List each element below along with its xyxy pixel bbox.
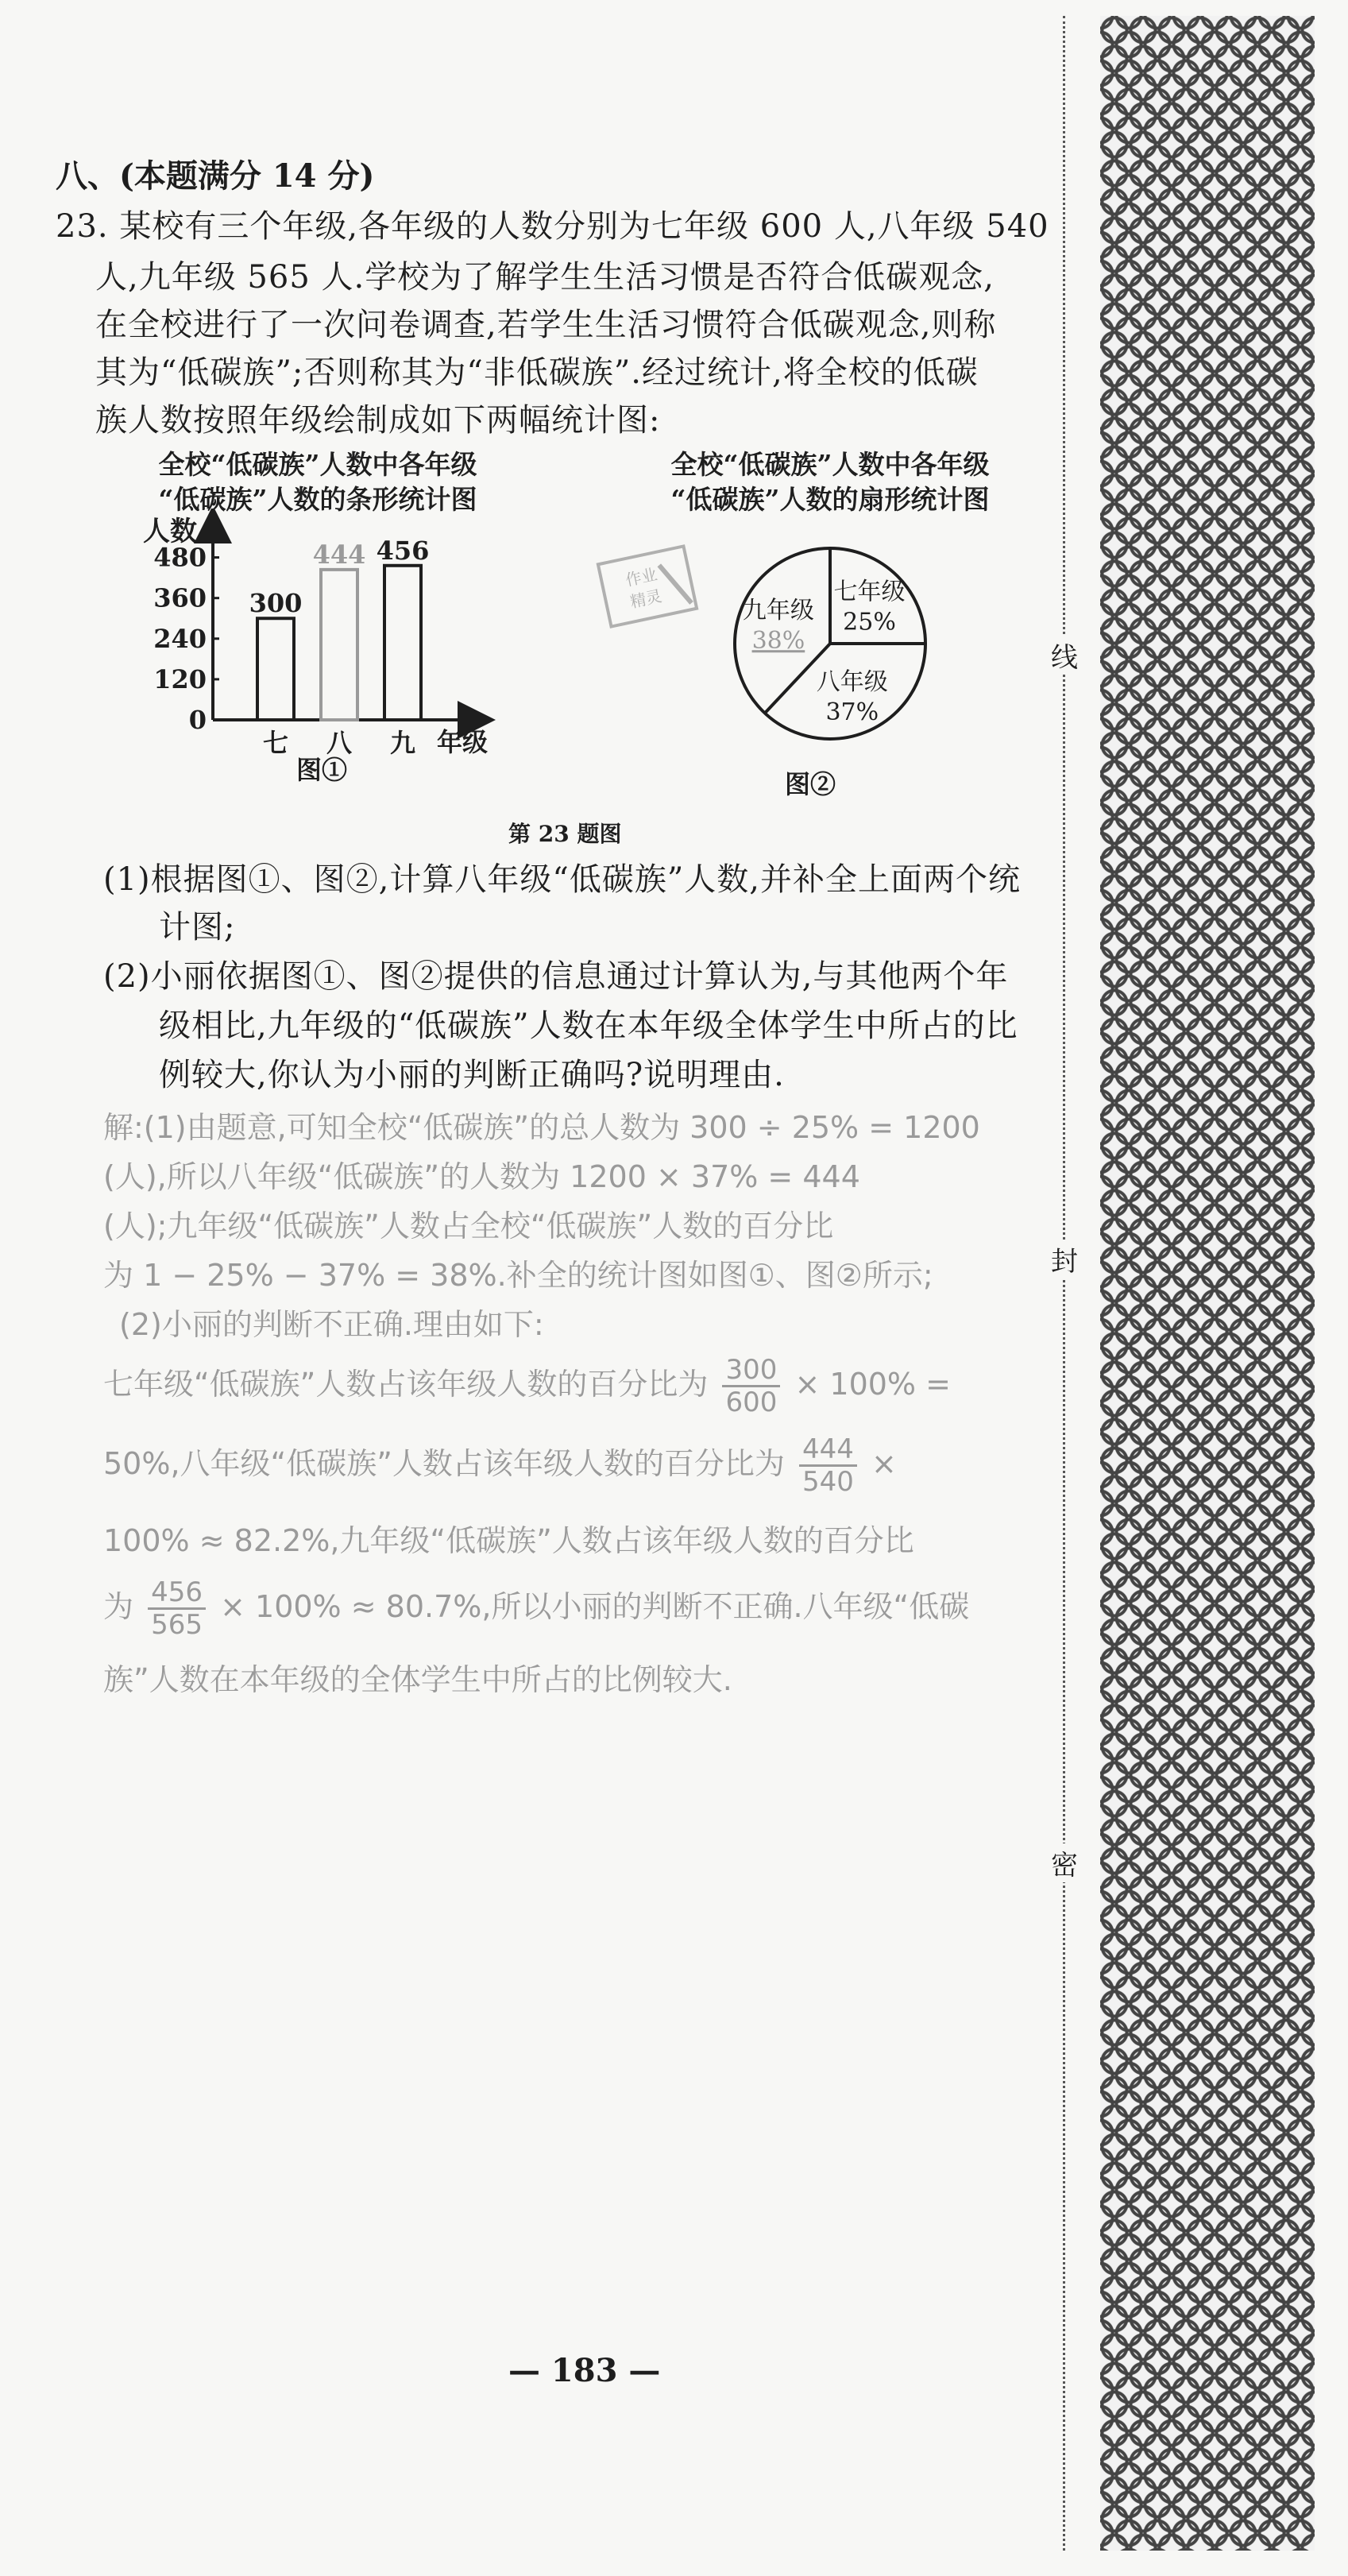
bar-八 <box>321 570 357 720</box>
x-category-label: 九 <box>389 728 416 758</box>
bar-value-label: 300 <box>249 588 303 619</box>
pie-slice-value: 25% <box>843 608 896 636</box>
bar-七 <box>257 618 294 720</box>
sub-question-2-line-3: 例较大,你认为小丽的判断正确吗?说明理由. <box>159 1057 785 1093</box>
fraction-numerator: 300 <box>722 1355 780 1387</box>
binding-mark-mi: 密 <box>1049 1843 1080 1882</box>
stamp-frame <box>598 546 697 626</box>
y-tick-label: 360 <box>153 582 207 613</box>
x-axis-label: 年级 <box>437 727 489 757</box>
page-number: — 183 — <box>508 2352 661 2389</box>
answer-line-2: (人),所以八年级“低碳族”的人数为 1200 × 37% = 444 <box>103 1159 860 1194</box>
sub-question-2-line-2: 级相比,九年级的“低碳族”人数在本年级全体学生中所占的比 <box>159 1008 1018 1044</box>
answer-line-9 <box>103 1577 969 1640</box>
pie-chart <box>699 540 961 810</box>
answer-line-10: 族”人数在本年级的全体学生中所占的比例较大. <box>103 1662 732 1697</box>
pie-chart-title <box>608 447 1053 517</box>
answer-line-7 <box>103 1434 897 1497</box>
section-title: 八、(本题满分 14 分) <box>56 157 375 195</box>
y-axis-label: 人数 <box>143 516 197 547</box>
stamp-text-2: 精灵 <box>628 586 664 612</box>
answer-line-6-tail: × 100% = <box>794 1367 951 1402</box>
homework-stamp <box>588 540 707 632</box>
bar-chart-title-line-1: 全校“低碳族”人数中各年级 <box>158 449 477 480</box>
sub-question-2-line-1: (2)小丽依据图①、图②提供的信息通过计算认为,与其他两个年 <box>103 958 1009 995</box>
bar-chart-title <box>95 447 540 517</box>
answer-line-6 <box>103 1355 951 1418</box>
answer-line-6-text: 七年级“低碳族”人数占该年级人数的百分比为 <box>103 1367 709 1402</box>
question-line-1: 23. 某校有三个年级,各年级的人数分别为七年级 600 人,八年级 540 <box>56 208 1049 245</box>
answer-line-8: 100% ≈ 82.2%,九年级“低碳族”人数占该年级人数的百分比 <box>103 1523 914 1558</box>
x-category-label: 八 <box>326 728 353 758</box>
answer-line-3: (人);九年级“低碳族”人数占全校“低碳族”人数的百分比 <box>103 1209 834 1244</box>
fraction-numerator: 444 <box>799 1434 857 1467</box>
question-line-3: 在全校进行了一次问卷调查,若学生生活习惯符合低碳观念,则称 <box>95 307 997 343</box>
answer-line-7-tail: × <box>871 1446 897 1481</box>
fraction-denominator: 600 <box>725 1387 778 1418</box>
figure-caption: 第 23 题图 <box>508 821 622 847</box>
answer-line-1: 解:(1)由题意,可知全校“低碳族”的总人数为 300 ÷ 25% = 1200 <box>103 1110 980 1145</box>
y-tick-label: 240 <box>153 623 207 654</box>
answer-line-9-text: 为 <box>103 1589 134 1624</box>
pie-slice-label: 七年级 <box>833 578 906 606</box>
fraction-denominator: 540 <box>802 1466 854 1498</box>
pie-slice-value: 37% <box>825 698 879 727</box>
fraction-denominator: 565 <box>151 1609 203 1641</box>
figure-label-1: 图① <box>295 755 348 785</box>
answer-line-4: 为 1 − 25% − 37% = 38%.补全的统计图如图①、图②所示; <box>103 1258 933 1293</box>
pie-chart-title-line-2: “低碳族”人数的扇形统计图 <box>670 484 990 515</box>
answer-line-9-tail: × 100% ≈ 80.7%,所以小丽的判断不正确.八年级“低碳 <box>220 1589 970 1624</box>
fraction-numerator: 456 <box>148 1577 206 1610</box>
binding-mark-feng: 封 <box>1049 1240 1080 1278</box>
question-line-2: 人,九年级 565 人.学校为了解学生生活习惯是否符合低碳观念, <box>95 259 995 296</box>
question-line-4: 其为“低碳族”;否则称其为“非低碳族”.经过统计,将全校的低碳 <box>95 354 979 391</box>
stamp-text-1: 作业 <box>624 564 659 590</box>
bar-chart <box>119 509 532 803</box>
y-tick-label: 480 <box>153 542 207 573</box>
sub-question-1-line-1: (1)根据图①、图②,计算八年级“低碳族”人数,并补全上面两个统 <box>103 861 1021 898</box>
fraction-456-565 <box>148 1577 206 1640</box>
bar-chart-title-line-2: “低碳族”人数的条形统计图 <box>158 484 477 515</box>
question-line-5: 族人数按照年级绘制成如下两幅统计图: <box>95 402 661 439</box>
bar-value-label: 456 <box>376 535 430 566</box>
answer-line-7-text: 50%,八年级“低碳族”人数占该年级人数的百分比为 <box>103 1446 785 1481</box>
bar-九 <box>384 566 421 720</box>
decorative-border-pattern <box>1100 16 1315 2551</box>
sub-question-1-line-2: 计图; <box>159 909 236 946</box>
pie-slice-label: 八年级 <box>816 668 888 697</box>
y-tick-label: 120 <box>153 663 207 694</box>
answer-line-5: (2)小丽的判断不正确.理由如下: <box>119 1307 544 1342</box>
pie-chart-title-line-1: 全校“低碳族”人数中各年级 <box>670 449 990 480</box>
bar-value-label: 444 <box>312 539 366 570</box>
pie-slice-label: 九年级 <box>742 597 814 625</box>
binding-dashed-line <box>1063 16 1065 2551</box>
figure-label-2: 图② <box>784 769 836 799</box>
fraction-444-540 <box>799 1434 857 1497</box>
pie-slice-value: 38% <box>751 627 805 656</box>
x-category-label: 七 <box>262 728 289 758</box>
binding-mark-xian: 线 <box>1049 636 1080 675</box>
y-tick-label: 0 <box>188 705 207 735</box>
fraction-300-600 <box>722 1355 780 1418</box>
